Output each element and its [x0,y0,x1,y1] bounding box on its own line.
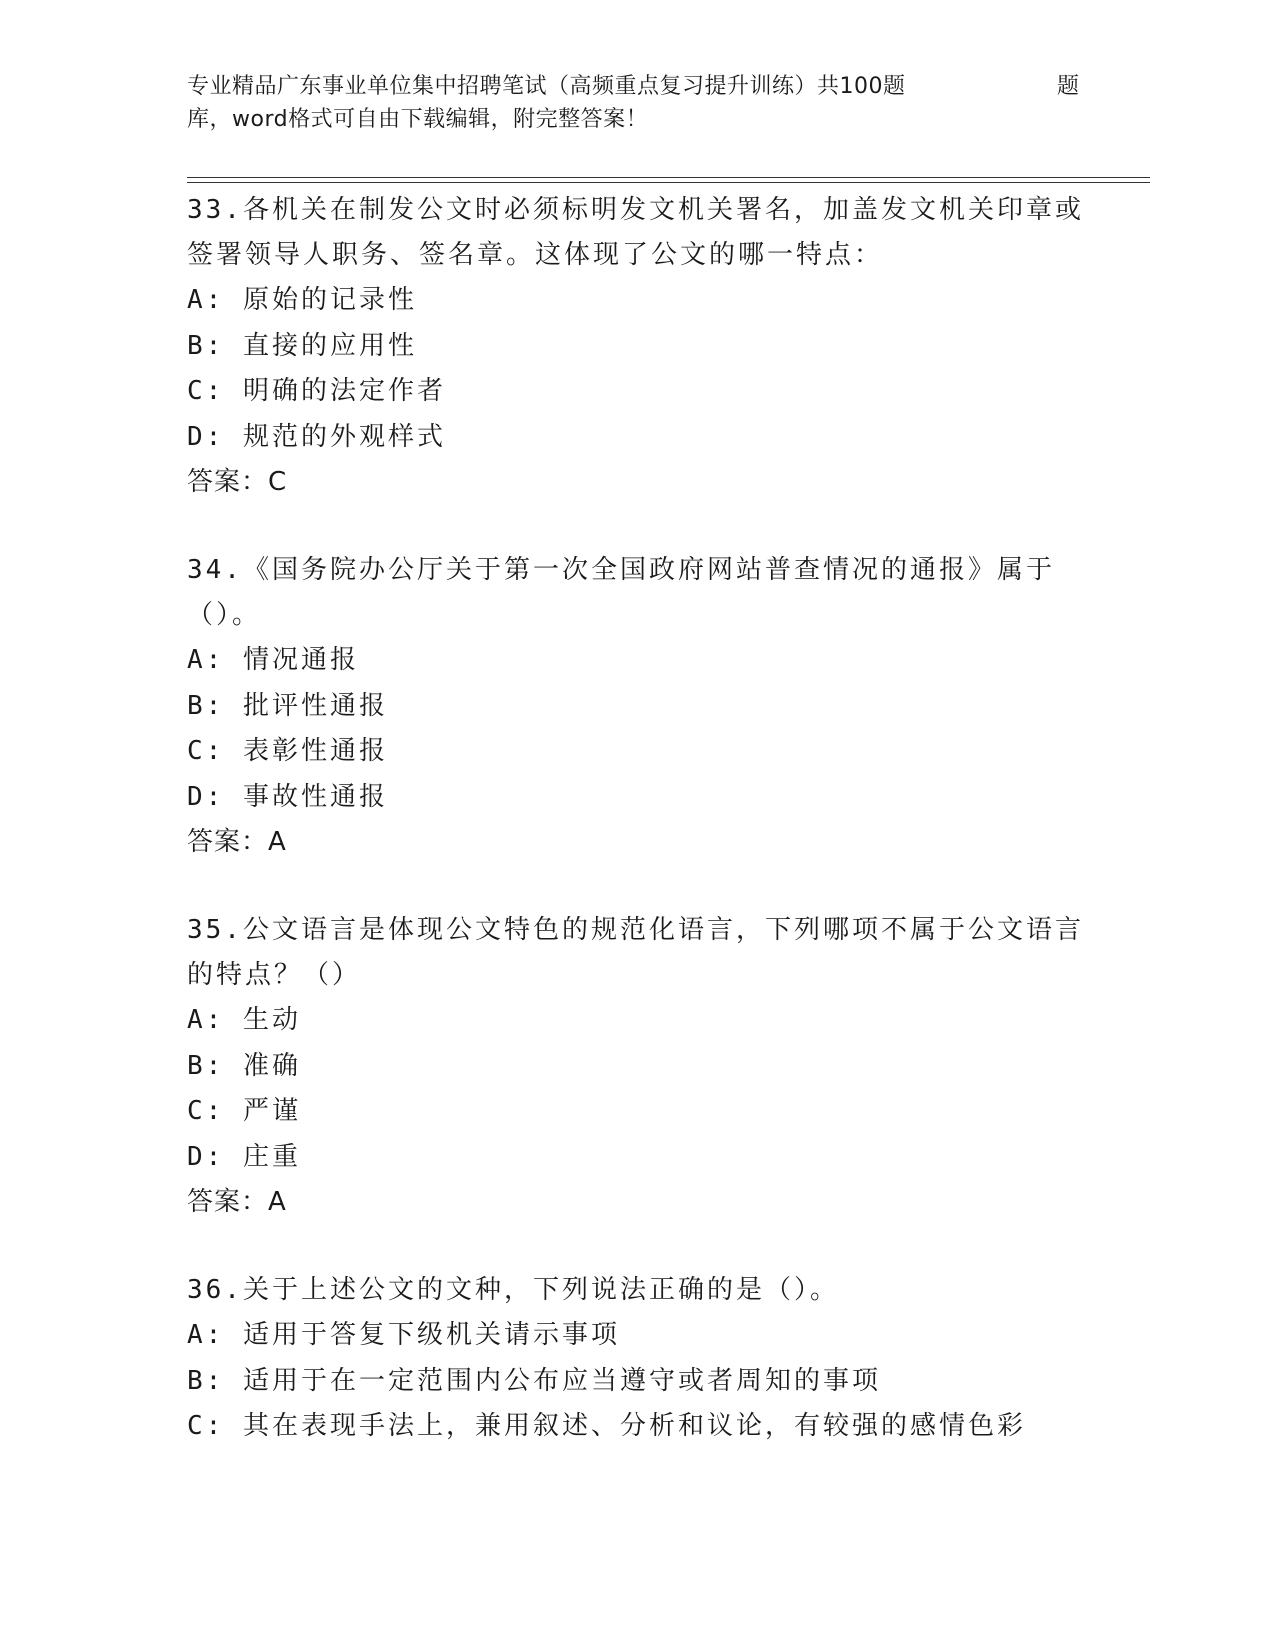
question-stem: 36.关于上述公文的文种，下列说法正确的是（）。 [187,1275,839,1305]
question-spacer [187,505,1087,548]
header-title-tail: 题 [1057,74,1080,99]
option-b: B: 准确 [187,1050,301,1081]
option-c: C: 其在表现手法上，兼用叙述、分析和议论，有较强的感情色彩 [187,1411,1026,1441]
document-header [187,70,1087,136]
option-c: C: 表彰性通报 [187,736,388,766]
option-b: B: 适用于在一定范围内公布应当遵守或者周知的事项 [187,1365,881,1396]
question-list [187,188,1087,1450]
header-title-text: 专业精品广东事业单位集中招聘笔试（高频重点复习提升训练）共100题 [187,74,906,99]
question-34 [187,548,1087,865]
question-36 [187,1268,1087,1450]
question-35 [187,908,1087,1225]
header-rule-top [187,177,1150,178]
option-b: B: 直接的应用性 [187,330,417,361]
option-c: C: 严谨 [187,1096,301,1126]
answer-line: 答案：A [187,827,287,857]
header-line-1 [187,70,1087,103]
question-spacer [187,1225,1087,1268]
option-a: A: 原始的记录性 [187,285,417,315]
question-stem: 34.《国务院办公厅关于第一次全国政府网站普查情况的通报》属于（）。 [187,555,1055,630]
option-d: D: 庄重 [187,1141,301,1172]
question-stem: 33.各机关在制发公文时必须标明发文机关署名，加盖发文机关印章或签署领导人职务、签名章。这体现了公文的哪一特点： [187,195,1084,270]
header-line-2: 库，word格式可自由下载编辑，附完整答案！ [187,107,649,132]
option-a: A: 生动 [187,1005,301,1035]
answer-line: 答案：A [187,1187,287,1217]
question-stem: 35.公文语言是体现公文特色的规范化语言，下列哪项不属于公文语言的特点？（） [187,915,1084,990]
answer-line: 答案：C [187,467,288,497]
option-d: D: 事故性通报 [187,781,388,812]
option-b: B: 批评性通报 [187,690,388,721]
option-a: A: 情况通报 [187,645,359,675]
option-a: A: 适用于答复下级机关请示事项 [187,1320,620,1350]
question-spacer [187,865,1087,908]
question-33 [187,188,1087,505]
option-c: C: 明确的法定作者 [187,376,446,406]
option-d: D: 规范的外观样式 [187,421,446,452]
header-rule-bottom [187,182,1150,183]
